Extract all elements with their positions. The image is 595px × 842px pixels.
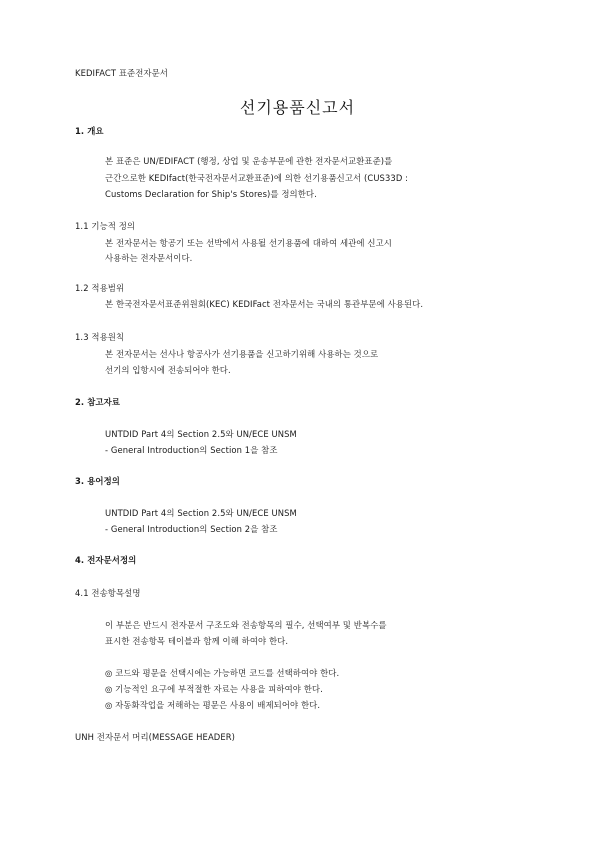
section-4-bullet: ◎ 코드와 평문을 선택시에는 가능하면 코드를 선택하여야 한다. xyxy=(105,668,340,678)
section-1-3-para-line: 선기의 입항시에 전송되어야 한다. xyxy=(105,365,231,375)
section-2-line: UNTDID Part 4의 Section 2.5와 UN/ECE UNSM xyxy=(105,429,297,439)
section-4-1-heading: 4.1 전송항목설명 xyxy=(75,588,141,598)
section-4-bullet: ◎ 자동화작업을 저해하는 평문은 사용이 배제되어야 한다. xyxy=(105,700,321,710)
section-4-bullet: ◎ 기능적인 요구에 부적절한 자료는 사용을 피하여야 한다. xyxy=(105,684,323,694)
section-1-1-para-line: 사용하는 전자문서이다. xyxy=(105,253,193,263)
section-1-para-line: 본 표준은 UN/EDIFACT (행정, 상업 및 운송부문에 관한 전자문서교환표준)를 xyxy=(105,156,393,166)
document-type-header: KEDIFACT 표준전자문서 xyxy=(75,68,168,78)
section-1-1-para-line: 본 전자문서는 항공기 또는 선박에서 사용될 선기용품에 대하여 세관에 신고시 xyxy=(105,238,392,248)
section-1-2-para-line: 본 한국전자문서표준위원회(KEC) KEDIFact 전자문서는 국내의 통관부문에 사용된다. xyxy=(105,299,424,309)
section-2-heading: 2. 참고자료 xyxy=(75,397,120,407)
section-4-para-line: 표시한 전송항목 테이블과 함께 이해 하여야 한다. xyxy=(105,636,289,646)
document-title: 선기용품신고서 xyxy=(239,98,356,117)
section-3-heading: 3. 용어정의 xyxy=(75,476,120,486)
unh-header-line: UNH 전자문서 머리(MESSAGE HEADER) xyxy=(75,732,236,742)
section-1-2-heading: 1.2 적용범위 xyxy=(75,283,125,293)
section-4-heading: 4. 전자문서정의 xyxy=(75,555,137,565)
section-1-para-line: Customs Declaration for Ship's Stores)를 정의한다. xyxy=(105,189,317,199)
section-2-line: - General Introduction의 Section 1을 참조 xyxy=(105,445,278,455)
section-3-line: - General Introduction의 Section 2을 참조 xyxy=(105,524,278,534)
section-1-1-heading: 1.1 기능적 정의 xyxy=(75,221,136,231)
section-1-3-heading: 1.3 적용원칙 xyxy=(75,332,125,342)
section-1-3-para-line: 본 전자문서는 선사나 항공사가 선기용품을 신고하기위해 사용하는 것으로 xyxy=(105,349,379,359)
section-1-para-line: 근간으로한 KEDIfact(한국전자문서교환표준)에 의한 선기용품신고서 (CUS33D : xyxy=(105,173,409,183)
section-1-heading: 1. 개요 xyxy=(75,126,104,136)
section-4-para-line: 이 부분은 반드시 전자문서 구조도와 전송항목의 필수, 선택여부 및 반복수를 xyxy=(105,620,387,630)
section-3-line: UNTDID Part 4의 Section 2.5와 UN/ECE UNSM xyxy=(105,508,297,518)
